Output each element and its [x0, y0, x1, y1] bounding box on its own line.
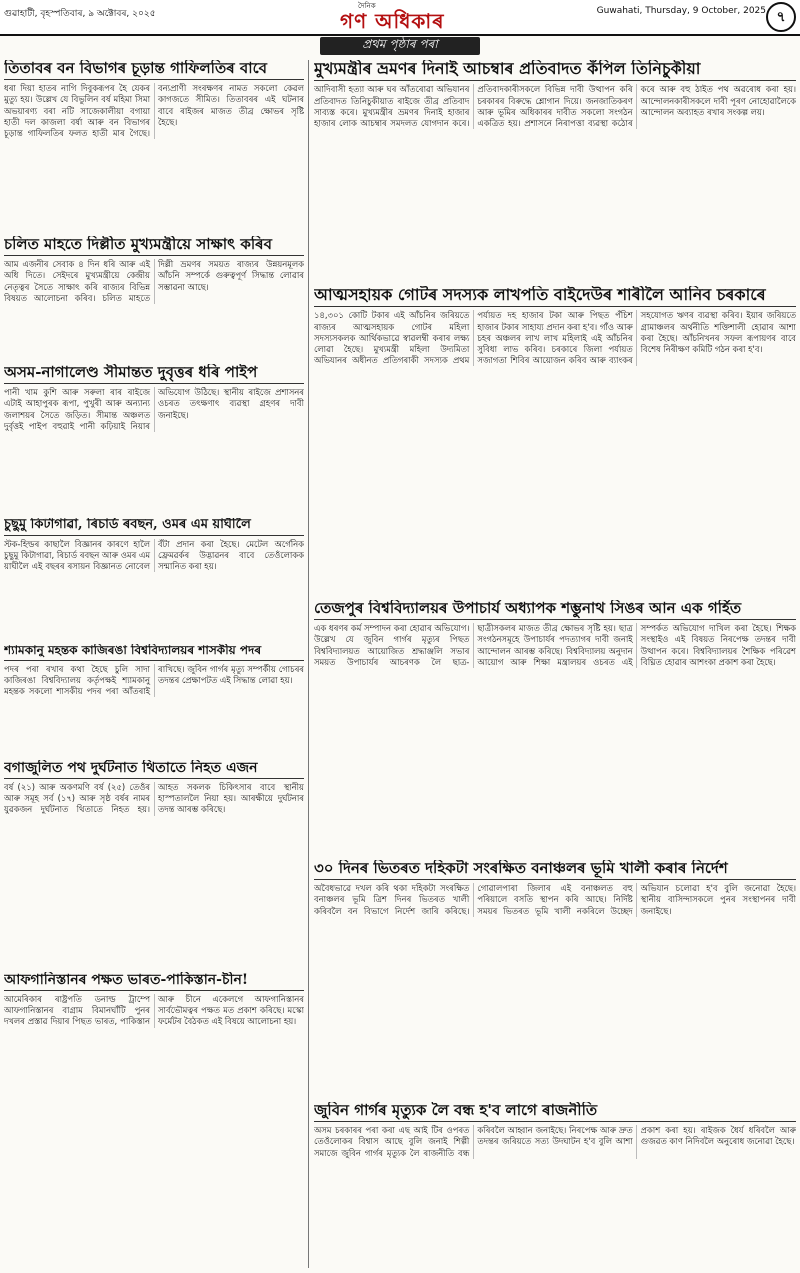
article-lakhpati-baideu: [314, 286, 796, 596]
headline: মুখ্যমন্ত্ৰীৰ ভ্ৰমণৰ দিনাই আচম্বাৰ প্ৰতিবাদত কঁপিল তিনিচুকীয়া: [314, 60, 796, 81]
article-cm-delhi: [4, 236, 304, 360]
headline: চুছুমু কিটাগাৱা, ৰিচাৰ্ড ৰবছন, ওমৰ এম য়াঘীলৈ: [4, 518, 304, 536]
article-bogajuli-accident: [4, 760, 304, 968]
article-body: আদিবাসী হত্যা আৰু ঘৰ আঁতৰোৱা অভিযানৰ প্ৰতিবাদত তিনিচুকীয়াত ৰাইজে তীব্ৰ প্ৰতিবাদ সাব্যস্ত কৰে। মুখ্যমন্ত্ৰীৰ ভ্ৰমণৰ দিনাই হাজাৰ হাজাৰ লোক আচম্বাৰ সমদলত যোগদান কৰে। প্ৰতিবাদকাৰীসকলে বিভিন্ন দাবী উত্থাপন কৰি চৰকাৰৰ বিৰুদ্ধে শ্লোগান দিয়ে। জনজাতিকৰণ আৰু ভূমিৰ অধিকাৰৰ দাবীত সকলো সংগঠন একত্ৰিত হয়। প্ৰশাসনে নিৰাপত্তা ব্যৱস্থা কঠোৰ কৰে আৰু বহু ঠাইত পথ অৱৰোধ কৰা হয়। আন্দোলনকাৰীসকলে দাবী পূৰণ নোহোৱালৈকে আন্দোলন অব্যাহত ৰখাৰ সংকল্প লয়।: [314, 84, 796, 128]
dateline-right: Guwahati, Thursday, 9 October, 2025: [596, 6, 766, 16]
logo-main-text: গণ অধিকাৰ: [340, 9, 445, 33]
article-body: স্টক-হিল্ডৰ কাছালৈ বিজ্ঞানৰ কাৰণে হালৈ চুছুমু কিটাগাৱা, ৰিচাৰ্ড ৰবছন আৰু ওমৰ এম য়াঘীলৈ এই বছৰৰ ৰসায়ন বিজ্ঞানত নোবেল বঁটা প্ৰদান কৰা হৈছে। মেটেল অৰ্গেনিক ফ্ৰেমৱৰ্কৰ উদ্ভাৱনৰ বাবে তেওঁলোকক সন্মানিত কৰা হয়।: [4, 538, 304, 572]
headline: ৩০ দিনৰ ভিতৰত দহিকটা সংৰক্ষিত বনাঞ্চলৰ ভূমি খালী কৰাৰ নিৰ্দেশ: [314, 860, 796, 880]
article-body: ১৪,৩০১ কোটি টকাৰ এই আঁচনিৰ জৰিয়তে ৰাজ্যৰ আত্মসহায়ক গোটৰ মহিলা সদস্যসকলক আৰ্থিকভাৱে স্বাৱলম্বী কৰাৰ লক্ষ্য লোৱা হৈছে। মুখ্যমন্ত্ৰী মহিলা উদ্যমিতা অভিযানৰ অধীনত প্ৰতিগৰাকী সদস্যক প্ৰথম পৰ্যায়ত দহ হাজাৰ টকা আৰু পিছত পঁচিশ হাজাৰ টকাৰ সাহায্য প্ৰদান কৰা হ'ব। গাঁও আৰু চহৰ অঞ্চলৰ লাখ লাখ মহিলাই এই আঁচনিৰ সুবিধা লাভ কৰিব। চৰকাৰে জিলা পৰ্যায়ত সজাগতা শিবিৰ আয়োজন কৰিব আৰু ব্যাংকৰ সহযোগত ঋণৰ ব্যৱস্থা কৰিব। ইয়াৰ জৰিয়তে গ্ৰামাঞ্চলৰ অৰ্থনীতি শক্তিশালী হোৱাৰ আশা কৰা হৈছে। আঁচনিখনৰ সফল ৰূপায়ণৰ বাবে বিশেষ নিৰীক্ষণ কমিটি গঠন কৰা হ'ব।: [314, 310, 796, 366]
article-body: পদৰ পৰা ৰখাৰ কথা হৈছে চুলি সাদা কাজিৰঙা বিশ্ববিদ্যালয় কৰ্তৃপক্ষই শ্যামকানু মহন্তক সকলো শাসকীয় পদৰ পৰা আঁতৰাই ৰাখিছে। জুবিন গাৰ্গৰ মৃত্যু সম্পৰ্কীয় গোচৰৰ তদন্তৰ প্ৰেক্ষাপটত এই সিদ্ধান্ত লোৱা হয়।: [4, 663, 304, 697]
logo-small-text: দৈনিক: [358, 2, 376, 10]
page-number: ৭: [766, 2, 796, 32]
headline: আফগানিস্তানৰ পক্ষত ভাৰত-পাকিস্তান-চীন!: [4, 972, 304, 991]
masthead: [0, 0, 800, 36]
article-body: বৰ্ষ (২১) আৰু অকণমণি বৰ্ষ (২৫) তেওঁৰ আৰু সমূহ সৰ্ব (১৭) আৰু সৃষ্ঠ বৰ্ষৰ নামৰ যুৱকজন দুৰ্ঘটনাত থিতাতে নিহত হয়। আহত সকলক চিকিৎসাৰ বাবে স্থানীয় হাস্পতাললৈ নিয়া হয়। আৰক্ষীয়ে দুৰ্ঘটনাৰ তদন্ত আৰম্ভ কৰিছে।: [4, 782, 304, 815]
headline: আত্মসহায়ক গোটৰ সদস্যক লাখপতি বাইদেউৰ শাৰীলৈ আনিব চৰকাৰে: [314, 286, 796, 307]
headline: তেজপুৰ বিশ্ববিদ্যালয়ৰ উপাচাৰ্য অধ্যাপক শম্ভুনাথ সিঙৰ আন এক গৰ্হিত: [314, 600, 796, 620]
headline: অসম-নাগালেণ্ড সীমান্তত দুবৃত্তৰ ধৰি পাইপ: [4, 364, 304, 384]
headline: তিতাবৰ বন বিভাগৰ চূড়ান্ত গাফিলতিৰ বাবে: [4, 60, 304, 80]
newspaper-logo: [306, 0, 496, 34]
article-afghanistan: [4, 972, 304, 1268]
article-body: এক ধৰণৰ কৰ্ম সম্পাদন কৰা হোৱাৰ অভিযোগ। উল্লেখ যে জুবিন গাৰ্গৰ মৃত্যুৰ পিছত বিশ্ববিদ্যালয়ত আয়োজিত শ্ৰদ্ধাঞ্জলি সভাৰ সময়ত উপাচাৰ্যৰ আচৰণক লৈ ছাত্ৰ-ছাত্ৰীসকলৰ মাজত তীব্ৰ ক্ষোভৰ সৃষ্টি হয়। ছাত্ৰ সংগঠনসমূহে উপাচাৰ্যৰ পদত্যাগৰ দাবী জনাই আন্দোলন আৰম্ভ কৰিছে। বিশ্ববিদ্যালয় অনুদান আয়োগ আৰু শিক্ষা মন্ত্ৰালয়ৰ ওচৰত এই সম্পৰ্কত অভিযোগ দাখিল কৰা হৈছে। শিক্ষক সংস্থাইও এই বিষয়ত নিৰপেক্ষ তদন্তৰ দাবী উত্থাপন কৰে। বিশ্ববিদ্যালয়ৰ শৈক্ষিক পৰিৱেশ বিঘ্নিত হোৱাৰ আশংকা প্ৰকাশ কৰা হৈছে।: [314, 623, 796, 667]
article-tezpur-university: [314, 600, 796, 856]
article-body: ধৰা দিয়া হাতৰ নাগি দিবুকৰূপৰ হৈ যেকৰ মুত্যু হয়। উল্লেখ যে বিভুলিন বৰ্ষ মহিমা সিমা অভয়াৰণ্য বৰা নটি সাজেকালীয়া বগায়া হাতী দল কাজলা বৰ্ষা আৰু বন বিভাগৰ চূড়ান্ত গাফিলতিৰ ফলত হাতী মাৰ গৈছে। বন্যপ্ৰাণী সংৰক্ষণৰ নামত সকলো কেৱল কাগজতে সীমিত। তিতাবৰৰ এই ঘটনাৰ বাবে ৰাইজৰ মাজত তীব্ৰ ক্ষোভৰ সৃষ্টি হৈছে।: [4, 83, 304, 138]
section-banner: প্ৰথম পৃষ্ঠাৰ পৰা: [320, 37, 480, 55]
article-kaziranga-university: [4, 644, 304, 756]
article-body: আমেৰিকাৰ ৰাষ্ট্ৰপতি ডনাল্ড ট্ৰাম্পে আফগানিস্তানৰ বাগ্ৰাম বিমানঘাঁটি পুনৰ দখলৰ প্ৰস্তাৱ দিয়াৰ পিছত ভাৰত, পাকিস্তান আৰু চীনে একেলগে আফগানিস্তানৰ সাৰ্বভৌমত্বৰ পক্ষত মত প্ৰকাশ কৰিছে। মস্কো ফৰ্মেটৰ বৈঠকত এই বিষয়ে আলোচনা হয়।: [4, 994, 304, 1027]
article-nobel-chemistry: [4, 518, 304, 640]
headline: চলিত মাহতে দিল্লীত মুখ্যমন্ত্ৰীয়ে সাক্ষাৎ কৰিব: [4, 236, 304, 256]
article-assam-nagaland: [4, 364, 304, 514]
dateline-left: গুৱাহাটী, বৃহস্পতিবাৰ, ৯ অক্টোবৰ, ২০২৫: [4, 9, 156, 19]
headline: শ্যামকানু মহন্তক কাজিৰঙা বিশ্ববিদ্যালয়ৰ শাসকীয় পদৰ: [4, 644, 304, 661]
headline: জুবিন গাৰ্গৰ মৃত্যুক লৈ বন্ধ হ'ব লাগে ৰাজনীতি: [314, 1102, 796, 1122]
headline: বগাজুলিত পথ দুৰ্ঘটনাত থিতাতে নিহত এজন: [4, 760, 304, 779]
article-dahikata-reserve: [314, 860, 796, 1098]
article-body: আম এজনীৰ সেবাক ৪ দিন ধৰি আৰু এই অধি দিতে। সেইদৰে মুখ্যমন্ত্ৰীয়ে কেন্দ্ৰীয় নেতৃত্বৰ সৈতে সাক্ষাৎ কৰি ৰাজ্যৰ বিভিন্ন বিষয়ত আলোচনা কৰিব। চলিত মাহতে দিল্লী ভ্ৰমণৰ সময়ত ৰাজ্যৰ উন্নয়নমূলক আঁচনি সম্পৰ্কে গুৰুত্বপূৰ্ণ সিদ্ধান্ত লোৱাৰ সম্ভাৱনা আছে।: [4, 259, 304, 303]
article-body: পানী খাম কুশি আৰু সৰুলা ৰাৰ ৰাইজে এটাই আহাপুৰক ৰূপা, পুখুৰী আৰু অন্যান্য জলাশয়ৰ সৈতে জড়িত। সীমান্ত অঞ্চলত দুৰ্বৃত্তই পাইপ বহুৱাই পানী কঢ়িয়াই নিয়াৰ অভিযোগ উঠিছে। স্থানীয় ৰাইজে প্ৰশাসনৰ ওচৰত তৎক্ষণাৎ ব্যৱস্থা গ্ৰহণৰ দাবী জনাইছে।: [4, 387, 304, 431]
column-divider: [308, 60, 309, 1268]
article-titabar: [4, 60, 304, 232]
article-tinsukia-protest: [314, 60, 796, 282]
article-body: অবৈধভাৱে দখল কৰি থকা দহিকটা সংৰক্ষিত বনাঞ্চলৰ ভূমি ত্ৰিশ দিনৰ ভিতৰত খালী কৰিবলৈ বন বিভাগে নিৰ্দেশ জাৰি কৰিছে। গোৱালপাৰা জিলাৰ এই বনাঞ্চলত বহু পৰিয়ালে বসতি স্থাপন কৰি আছে। নিৰ্দিষ্ট সময়ৰ ভিতৰত ভূমি খালী নকৰিলে উচ্ছেদ অভিযান চলোৱা হ'ব বুলি জনোৱা হৈছে। স্থানীয় বাসিন্দাসকলে পুনৰ সংস্থাপনৰ দাবী জনাইছে।: [314, 883, 796, 916]
article-zubeen-garg: [314, 1102, 796, 1268]
article-body: অসম চৰকাৰৰ পৰা কৰা এছ আই টিৰ ওপৰত তেওঁলোকৰ বিশ্বাস আছে বুলি জনাই শিল্পী সমাজে জুবিন গাৰ্গৰ মৃত্যুক লৈ ৰাজনীতি বন্ধ কৰিবলৈ আহ্বান জনাইছে। নিৰপেক্ষ আৰু দ্ৰুত তদন্তৰ জৰিয়তে সত্য উদঘাটন হ'ব বুলি আশা প্ৰকাশ কৰা হয়। ৰাইজক ধৈৰ্য ধৰিবলৈ আৰু গুজৱত কাণ নিদিবলৈ অনুৰোধ জনোৱা হৈছে।: [314, 1125, 796, 1158]
